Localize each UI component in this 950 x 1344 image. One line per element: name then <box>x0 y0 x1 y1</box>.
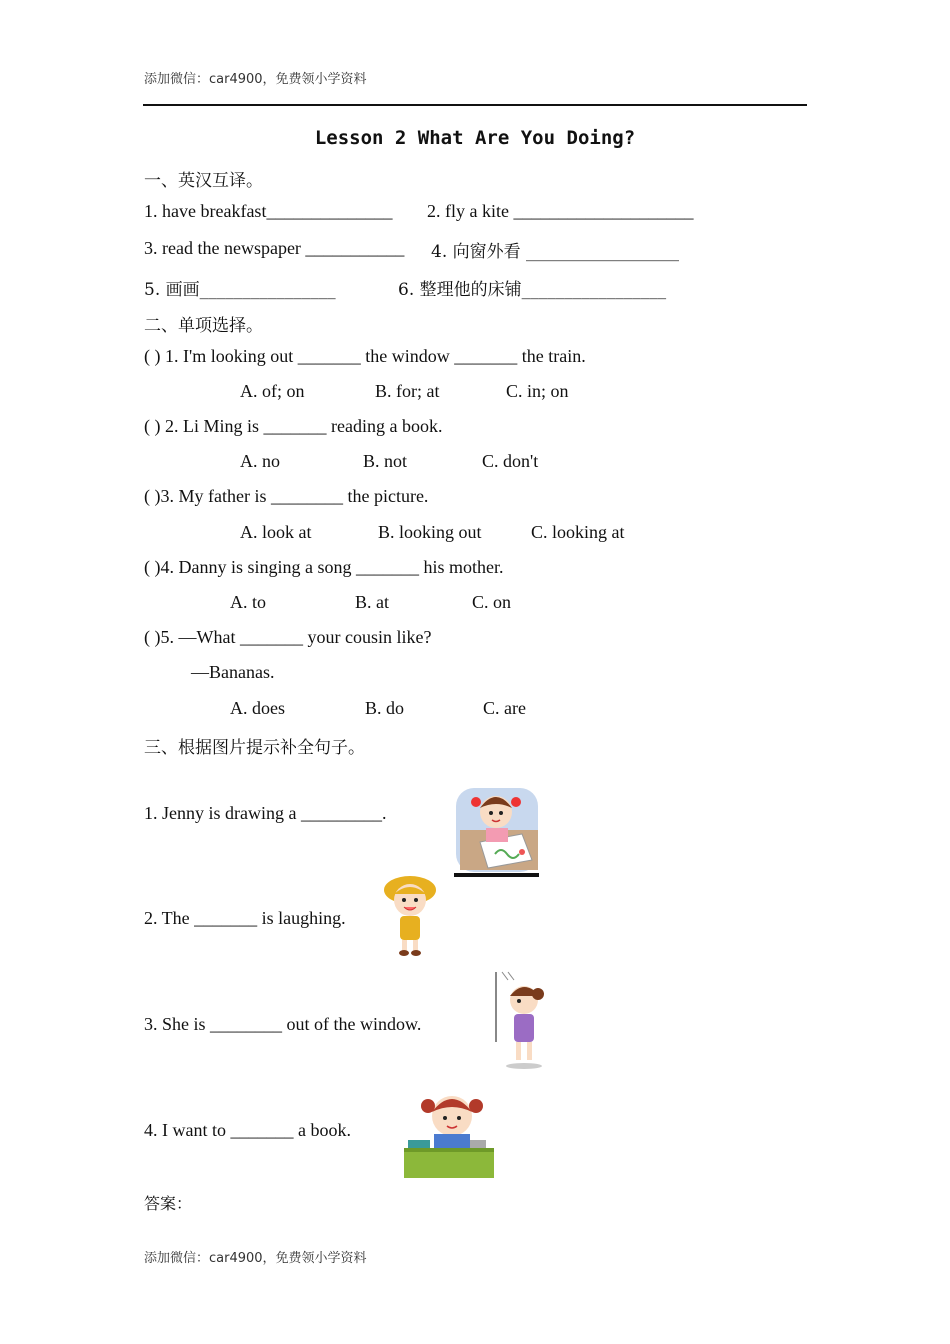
translate-item-2: 2. fly a kite ____________________ <box>427 201 694 221</box>
question-1-option-c: C. in; on <box>506 381 569 401</box>
girl-laughing-picture <box>380 872 440 956</box>
question-3-option-c: C. looking at <box>531 522 625 542</box>
girl-reading-picture <box>400 1088 498 1182</box>
translate-item-3: 3. read the newspaper ___________ <box>144 238 405 258</box>
question-2-option-a: A. no <box>240 451 280 471</box>
translate-item-5: 5. 画画________________ <box>144 280 336 300</box>
question-4-option-c: C. on <box>472 592 512 612</box>
question-4-stem: ( )4. Danny is singing a song _______ his mother. <box>144 557 504 577</box>
picture-sentence-3: 3. She is ________ out of the window. <box>144 1014 422 1034</box>
question-5-answer-line: —Bananas. <box>191 662 275 682</box>
header-note: 添加微信：car4900，免费领小学资料 <box>144 72 367 87</box>
question-5-option-c: C. are <box>483 698 526 718</box>
picture-sentence-4: 4. I want to _______ a book. <box>144 1120 351 1140</box>
translate-item-4: 4. 向窗外看 __________________ <box>431 242 680 262</box>
translate-item-1: 1. have breakfast______________ <box>144 201 393 221</box>
question-3-option-b: B. looking out <box>378 522 482 542</box>
question-2-stem: ( ) 2. Li Ming is _______ reading a book. <box>144 416 443 436</box>
header-rule <box>143 104 807 106</box>
question-2-option-b: B. not <box>363 451 408 471</box>
footer-note: 添加微信：car4900，免费领小学资料 <box>144 1251 367 1266</box>
question-5-option-a: A. does <box>230 698 285 718</box>
question-1-option-b: B. for; at <box>375 381 440 401</box>
girl-drawing-picture <box>450 782 542 878</box>
question-5-option-b: B. do <box>365 698 405 718</box>
section2-heading: 二、单项选择。 <box>144 316 263 336</box>
question-3-option-a: A. look at <box>240 522 312 542</box>
section3-heading: 三、根据图片提示补全句子。 <box>144 738 365 758</box>
question-2-option-c: C. don't <box>482 451 539 471</box>
question-1-stem: ( ) 1. I'm looking out _______ the window _______ the train. <box>144 346 586 366</box>
question-4-option-b: B. at <box>355 592 389 612</box>
answer-label: 答案： <box>144 1194 193 1213</box>
page-title: Lesson 2 What Are You Doing? <box>314 127 636 149</box>
picture-sentence-2: 2. The _______ is laughing. <box>144 908 346 928</box>
picture-sentence-1: 1. Jenny is drawing a _________. <box>144 803 387 823</box>
question-3-stem: ( )3. My father is ________ the picture. <box>144 486 429 506</box>
translate-item-6: 6. 整理他的床铺_________________ <box>398 280 667 300</box>
question-5-stem: ( )5. —What _______ your cousin like? <box>144 627 432 647</box>
girl-looking-out-window-picture <box>488 968 554 1074</box>
question-1-option-a: A. of; on <box>240 381 305 401</box>
question-4-option-a: A. to <box>230 592 266 612</box>
section1-heading: 一、英汉互译。 <box>144 171 263 191</box>
